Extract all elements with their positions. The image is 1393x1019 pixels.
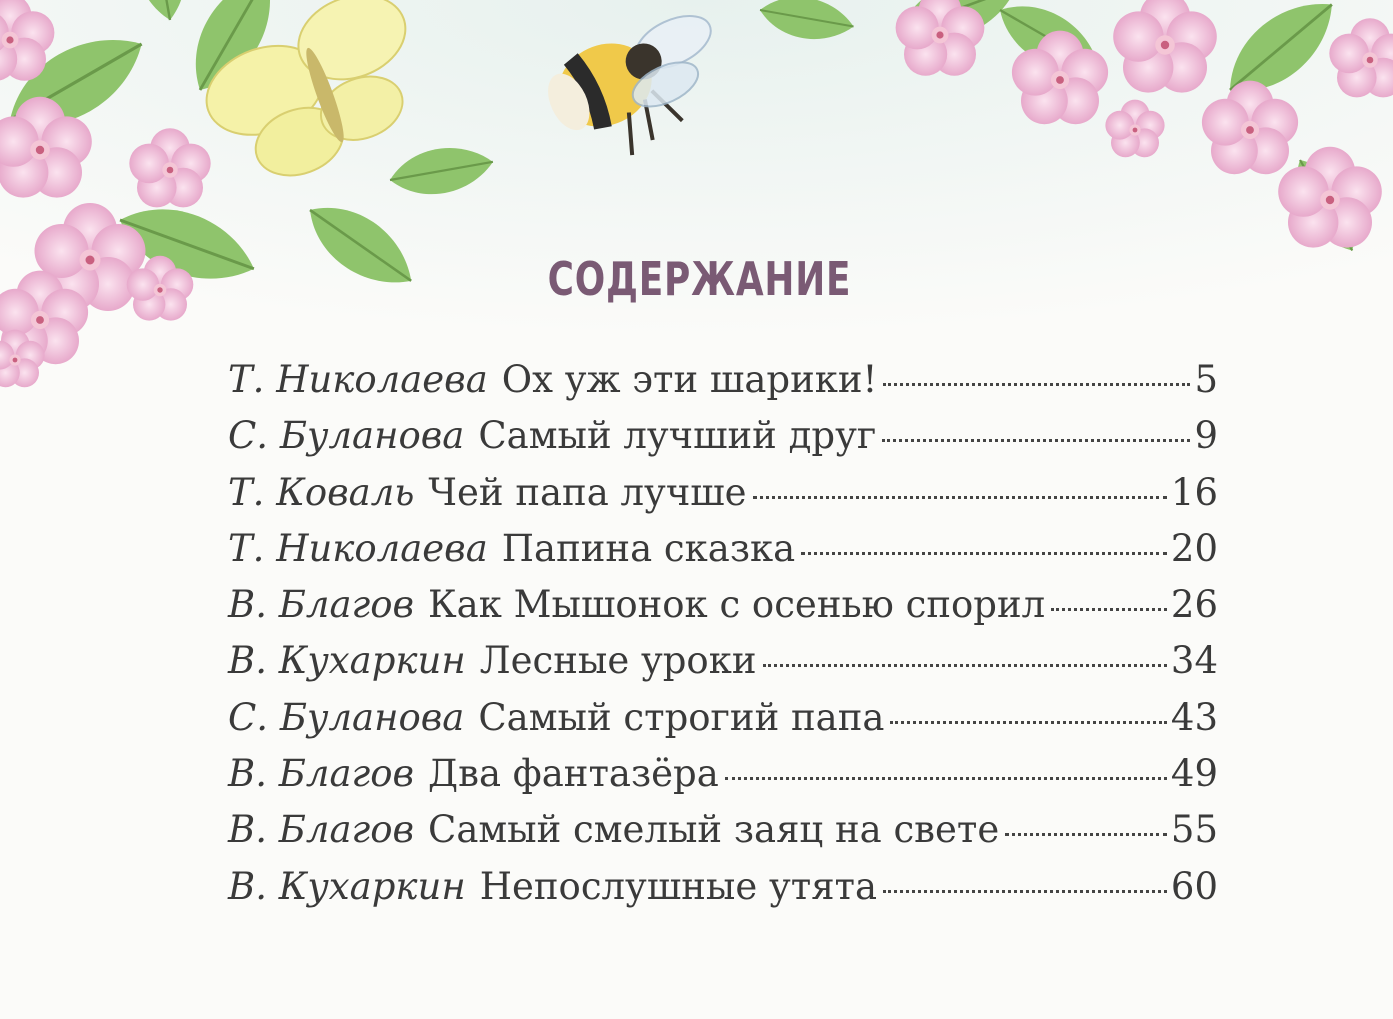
- toc-title: Как Мышонок с осенью спорил: [428, 583, 1046, 627]
- toc-title: Самый смелый заяц на свете: [428, 808, 1000, 852]
- toc-author: В. Благов: [228, 583, 415, 627]
- table-of-contents: [228, 358, 1218, 921]
- toc-entry: [228, 865, 1218, 921]
- toc-title: Самый строгий папа: [478, 695, 885, 739]
- dot-leader: [882, 439, 1190, 442]
- toc-page-number: 20: [1170, 526, 1218, 570]
- dot-leader: [1005, 833, 1167, 836]
- toc-heading: СОДЕРЖАНИЕ: [547, 252, 852, 306]
- toc-page-number: 5: [1194, 358, 1218, 401]
- dot-leader: [1051, 608, 1167, 611]
- toc-author: С. Буланова: [228, 414, 465, 458]
- toc-title: Папина сказка: [501, 526, 796, 570]
- toc-entry: [228, 358, 1218, 414]
- toc-title: Чей папа лучше: [428, 470, 747, 514]
- toc-author: Т. Николаева: [228, 526, 488, 570]
- toc-author: Т. Николаева: [228, 358, 488, 401]
- toc-entry: [228, 583, 1218, 639]
- toc-author: Т. Коваль: [228, 470, 415, 514]
- toc-author: В. Кухаркин: [228, 864, 466, 908]
- dot-leader: [763, 664, 1167, 667]
- toc-title: Самый лучший друг: [478, 414, 877, 458]
- dot-leader: [753, 496, 1167, 499]
- toc-title: Ох уж эти шарики!: [501, 358, 878, 401]
- toc-title: Два фантазёра: [428, 752, 719, 796]
- dot-leader: [883, 890, 1167, 893]
- toc-entry: [228, 414, 1218, 470]
- toc-page-number: 16: [1170, 470, 1218, 514]
- toc-author: В. Благов: [228, 752, 415, 796]
- toc-author: В. Кухаркин: [228, 639, 466, 683]
- toc-title: Непослушные утята: [479, 864, 878, 908]
- toc-title: Лесные уроки: [479, 639, 757, 683]
- toc-author: В. Благов: [228, 808, 415, 852]
- toc-page-number: 60: [1170, 864, 1218, 908]
- toc-entry: [228, 696, 1218, 752]
- dot-leader: [890, 721, 1166, 724]
- toc-page-number: 49: [1170, 752, 1218, 796]
- dot-leader: [801, 552, 1167, 555]
- dot-leader: [883, 383, 1190, 386]
- toc-page-number: 43: [1170, 695, 1218, 739]
- toc-page-number: 55: [1170, 808, 1218, 852]
- toc-entry: [228, 639, 1218, 695]
- toc-page-number: 26: [1170, 583, 1218, 627]
- toc-entry: [228, 527, 1218, 583]
- toc-page-number: 34: [1170, 639, 1218, 683]
- toc-entry: [228, 752, 1218, 808]
- floral-header-illustration: [0, 0, 1393, 420]
- toc-author: С. Буланова: [228, 695, 465, 739]
- dot-leader: [725, 777, 1167, 780]
- toc-entry: [228, 471, 1218, 527]
- toc-entry: [228, 808, 1218, 864]
- toc-page-number: 9: [1194, 414, 1218, 458]
